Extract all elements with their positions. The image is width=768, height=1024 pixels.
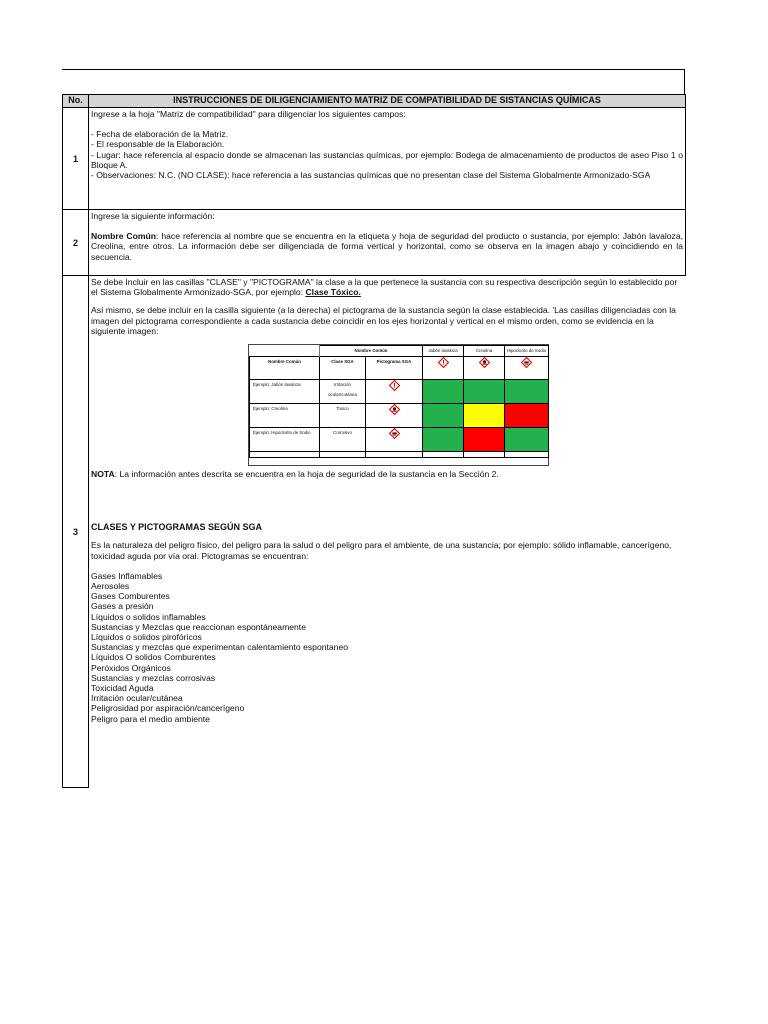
list-item: Líquidos o solidos inflamables — [91, 611, 206, 622]
example-top-header: Nombre Común — [320, 346, 423, 357]
no-column-header: No. — [63, 95, 89, 108]
exclamation-pictogram-icon — [423, 357, 464, 380]
list-item: Líquidos o solidos pirofóricos — [91, 632, 202, 643]
example-substance-name: Ejemplo: Jabón lavaloza — [250, 380, 320, 404]
row1-line: - El responsable de la Elaboración. — [91, 139, 225, 150]
list-item: Sustancias y Mezclas que reaccionan espontáneamente — [91, 621, 306, 632]
right-border-line — [684, 69, 685, 94]
row2-spacer — [91, 221, 683, 231]
skull-pictogram-icon — [366, 404, 423, 428]
row3-spacer — [91, 561, 684, 571]
classes-title: CLASES Y PICTOGRAMAS SEGÚN SGA — [91, 522, 263, 533]
row2-paragraph — [91, 231, 683, 262]
matrix-cell-green — [423, 380, 464, 404]
matrix-cell-green — [505, 380, 549, 404]
table-title: INSTRUCCIONES DE DILIGENCIAMIENTO MATRIZ DE COMPATIBILIDAD DE SISTANCIAS QUÍMICAS — [89, 95, 686, 108]
row-content — [89, 210, 686, 276]
example-top-row — [250, 346, 549, 357]
list-item: Líquidos O solidos Comburentes — [91, 652, 216, 663]
clase-toxico-link: Clase Tóxico. — [305, 287, 361, 298]
exclamation-pictogram-icon — [366, 380, 423, 404]
nombre-comun-text: : hace referencia al nombre que se encuentra en la etiqueta y hoja de seguridad del producto o sustancia, por ejemplo: Jabón lavaloza, Creolina, entre otros. La información debe ser diligenciada de forma vertical y horizontal, como se observa en la imagen abajo y coincidiendo en la secuencia. — [91, 231, 684, 262]
example-empty-cell — [250, 452, 320, 458]
skull-pictogram-icon — [464, 357, 505, 380]
row-number: 3 — [63, 276, 89, 788]
svg-text:!: ! — [392, 383, 396, 390]
list-item: Peligro para el medio ambiente — [91, 713, 210, 724]
row1-line: - Fecha de elaboración de la Matriz. — [91, 129, 229, 140]
row-number: 2 — [63, 210, 89, 276]
row1-spacer — [91, 119, 683, 129]
matrix-cell-green — [464, 380, 505, 404]
list-item: Sustancias y mezclas corrosivas — [91, 672, 216, 683]
example-clase-sga: Corrosivo — [320, 428, 366, 452]
classes-intro: Es la naturaleza del peligro físico, del peligro para la salud o del peligro para el ambiente, de una sustancia; por ejemplo: sólido inflamable, cancerígeno, toxicidad aguda por vía oral. Pictogramas se encuentran: — [91, 540, 672, 561]
row3-spacer — [91, 297, 684, 305]
example-col-header: Clase SGA — [320, 357, 366, 380]
note-paragraph — [91, 469, 684, 479]
top-border-line — [62, 69, 685, 70]
matrix-cell-green — [423, 428, 464, 452]
row1-line: Ingrese a la hoja "Matriz de compatibilidad" para diligenciar los siguientes campos: — [91, 109, 406, 119]
example-matrix-image — [248, 344, 549, 466]
list-item: Irritación ocular/cutánea — [91, 693, 183, 704]
list-item: Sustancias y mezclas que experimentan calentamiento espontaneo — [91, 642, 349, 653]
list-item: Peligrosidad por aspiración/cancerígeno — [91, 703, 245, 714]
list-item: Gases a presión — [91, 601, 154, 612]
matrix-cell-green — [423, 404, 464, 428]
row3-spacer — [91, 532, 684, 540]
row-content — [89, 108, 686, 210]
example-col-header: Pictograma SGA — [366, 357, 423, 380]
example-data-row — [250, 380, 549, 404]
example-col-header: Nombre Común — [250, 357, 320, 380]
example-substance-name: Ejemplo: Creolina — [250, 404, 320, 428]
example-empty-cell — [366, 452, 423, 458]
example-empty-row — [250, 452, 549, 458]
row2-intro: Ingrese la siguiente información: — [91, 211, 215, 221]
table-row — [63, 276, 686, 788]
example-empty-cell — [320, 452, 366, 458]
header-row — [63, 95, 686, 108]
example-data-row — [250, 404, 549, 428]
example-matrix-table — [249, 345, 549, 458]
classes-list — [91, 571, 684, 724]
matrix-cell-yellow — [464, 404, 505, 428]
row1-line: - Observaciones: N.C. (NO CLASE): hace referencia a las sustancias químicas que no presentan clase del Sistema Globalmente Armonizado-SGA — [91, 170, 651, 181]
row3-paragraph-2: Así mismo, se debe incluir en la casilla siguiente (a la derecha) el pictograma de la sustancia según la clase establecida. 'Las casillas diligenciadas con la imagen del pictograma correspondiente a cada sustancia debe coincidir en los ejes horizontal y vertical en el mismo orden, como se evidencia en la siguiente imagen: — [91, 305, 676, 336]
row3-para1-text: Se debe Incluir en las casillas "CLASE" y "PICTOGRAMA" la clase a la que pertenece la sustancia con su respectiva descripción según lo establecido por el Sistema Globalmente Armonizado-SGA, por ejemplo: — [91, 277, 678, 298]
list-item: Gases Inflamables — [91, 570, 163, 581]
nombre-comun-term: Nombre Común — [91, 231, 157, 242]
list-item: Aerosoles — [91, 581, 130, 592]
row1-line: - Lugar: hace referencia al espacio donde se almacenan las sustancias químicas, por ejemplo: Bodega de almacenamiento de productos de aseo Piso 1 o Bloque A. — [91, 149, 683, 170]
example-empty-cell — [505, 452, 549, 458]
list-item: Toxicidad Aguda — [91, 683, 154, 694]
example-empty-cell — [423, 452, 464, 458]
example-substance-header: Creolina — [464, 346, 505, 357]
note-text: : La información antes descrita se encuentra en la hoja de seguridad de la sustancia en la Sección 2. — [114, 469, 499, 480]
example-empty-cell — [464, 452, 505, 458]
note-label: NOTA — [91, 469, 115, 480]
example-empty-cell — [250, 346, 320, 357]
example-header-row — [250, 357, 549, 380]
corrosive-pictogram-icon — [366, 428, 423, 452]
corrosive-pictogram-icon — [505, 357, 549, 380]
example-clase-sga: Toxico — [320, 404, 366, 428]
example-substance-name: Ejemplo: Hipoclorito de Sodio — [250, 428, 320, 452]
list-item: Gases Comburentes — [91, 591, 170, 602]
row3-paragraph-1 — [91, 277, 684, 297]
example-clase-sga: Irritación ocular/cutánea — [320, 380, 366, 404]
matrix-cell-green — [505, 428, 549, 452]
example-substance-header: Jabón lavaloza — [423, 346, 464, 357]
table-row — [63, 108, 686, 210]
svg-text:!: ! — [441, 360, 445, 367]
matrix-cell-red — [464, 428, 505, 452]
example-substance-header: Hipoclorito de Sodio — [505, 346, 549, 357]
matrix-cell-red — [505, 404, 549, 428]
instructions-table — [62, 94, 686, 788]
list-item: Peróxidos Orgánicos — [91, 662, 171, 673]
row-content — [89, 276, 686, 788]
row-number: 1 — [63, 108, 89, 210]
row3-spacer — [91, 479, 684, 522]
table-row — [63, 210, 686, 276]
example-data-row — [250, 428, 549, 452]
